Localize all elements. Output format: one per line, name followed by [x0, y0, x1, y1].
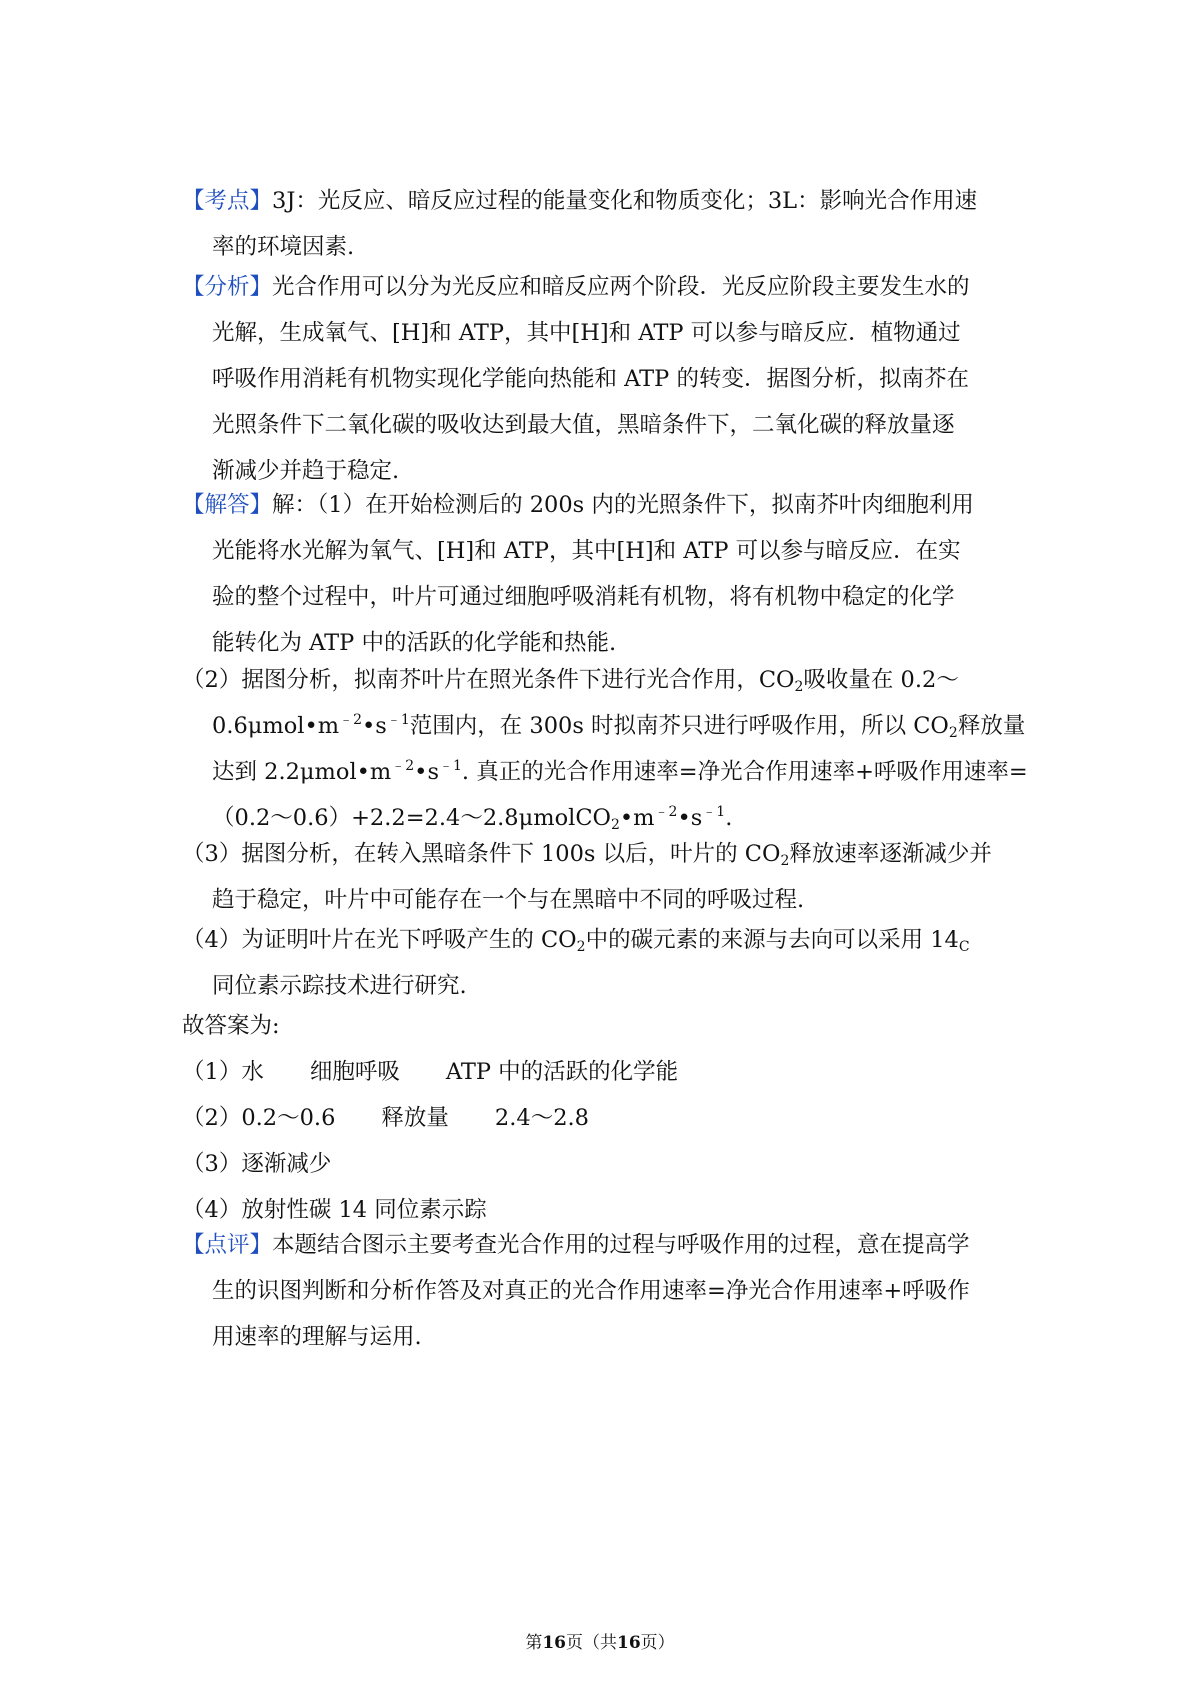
q4-line-2: 同位素示踪技术进行研究.	[212, 973, 467, 999]
subscript-2: 2	[948, 725, 958, 741]
fenxi-line-5: 渐减少并趋于稳定.	[212, 458, 400, 484]
superscript-neg1: ﹣1	[386, 712, 410, 728]
fenxi-line-1: 光合作用可以分为光反应和暗反应两个阶段．光反应阶段主要发生水的	[272, 274, 970, 300]
answer-4: （4）放射性碳 14 同位素示踪	[182, 1197, 487, 1223]
q4-line-1	[182, 917, 1032, 963]
kaodian-line-1: 3J：光反应、暗反应过程的能量变化和物质变化；3L：影响光合作用速	[272, 188, 978, 214]
subscript-2: 2	[794, 679, 804, 695]
kaodian-tag: 【考点】	[182, 188, 273, 214]
fenxi-line-4: 光照条件下二氧化碳的吸收达到最大值，黑暗条件下，二氧化碳的释放量逐	[212, 412, 955, 438]
kaodian-line-2: 率的环境因素.	[212, 234, 355, 260]
fenxi-tag: 【分析】	[182, 274, 273, 300]
footer-text: 第	[525, 1633, 543, 1653]
dianping-line-3: 用速率的理解与运用.	[212, 1324, 422, 1350]
dianping-section	[182, 1222, 1032, 1360]
answer-1-part: 细胞呼吸	[309, 1059, 400, 1085]
q2-text: •s	[414, 759, 439, 785]
q2-text: .	[725, 805, 733, 831]
answers-heading: 故答案为:	[182, 1013, 280, 1039]
fenxi-line-2: 光解，生成氧气、[H]和 ATP，其中[H]和 ATP 可以参与暗反应．植物通过	[212, 320, 961, 346]
answer-1	[182, 1049, 1032, 1095]
q2-text: . 真正的光合作用速率=净光合作用速率+呼吸作用速率=	[461, 759, 1028, 785]
q4-section	[182, 917, 1032, 1009]
subscript-2: 2	[610, 817, 620, 833]
superscript-neg1: ﹣1	[439, 758, 462, 774]
jieda-line-2: 光能将水光解为氧气、[H]和 ATP，其中[H]和 ATP 可以参与暗反应．在实	[212, 538, 961, 564]
jieda-line-4: 能转化为 ATP 中的活跃的化学能和热能.	[212, 630, 617, 656]
superscript-neg2: ﹣2	[339, 712, 363, 728]
page-footer	[0, 1628, 1200, 1653]
q2-text: 达到 2.2μmol•m	[212, 759, 392, 785]
answer-2-part: 2.4～2.8	[494, 1105, 589, 1131]
q3-text: 释放速率逐渐减少并	[789, 841, 992, 867]
jieda-line-1: 解：（1）在开始检测后的 200s 内的光照条件下，拟南芥叶肉细胞利用	[272, 492, 974, 518]
fenxi-line-3: 呼吸作用消耗有机物实现化学能向热能和 ATP 的转变．据图分析，拟南芥在	[212, 366, 969, 392]
footer-text: 页（共	[566, 1633, 617, 1653]
q2-text: •s	[677, 805, 703, 831]
total-pages: 16	[617, 1633, 641, 1653]
q2-line-2	[182, 703, 1032, 749]
subscript-2: 2	[576, 939, 586, 955]
superscript-neg2: ﹣2	[391, 758, 415, 774]
answer-2-part: （2）0.2～0.6	[182, 1105, 336, 1131]
answers-section	[182, 1003, 1032, 1233]
jieda-tag: 【解答】	[182, 492, 273, 518]
q2-text: （0.2～0.6）+2.2=2.4～2.8μmolCO	[212, 805, 611, 831]
page-number: 16	[542, 1633, 566, 1653]
q2-section	[182, 657, 1032, 841]
jieda-line-3: 验的整个过程中，叶片可通过细胞呼吸消耗有机物，将有机物中稳定的化学	[212, 584, 955, 610]
q2-text: （2）据图分析，拟南芥叶片在照光条件下进行光合作用，CO	[182, 667, 795, 693]
dianping-line-1: 本题结合图示主要考查光合作用的过程与呼吸作用的过程，意在提高学	[272, 1232, 970, 1258]
answer-2-part: 释放量	[381, 1105, 449, 1131]
kaodian-section	[182, 178, 1032, 270]
q2-line-1	[182, 657, 1032, 703]
answer-1-part: （1）水	[182, 1059, 264, 1085]
subscript-2: 2	[780, 853, 790, 869]
superscript-neg2: ﹣2	[654, 804, 678, 820]
q2-line-3	[182, 749, 1032, 795]
footer-text: 页）	[640, 1633, 675, 1653]
dianping-tag: 【点评】	[182, 1232, 273, 1258]
q2-text: •s	[362, 713, 387, 739]
answer-1-part: ATP 中的活跃的化学能	[445, 1059, 679, 1085]
q4-text: （4）为证明叶片在光下呼吸产生的 CO	[182, 927, 577, 953]
fenxi-section	[182, 264, 1032, 494]
subscript-c: C	[958, 939, 970, 955]
q2-text: •m	[619, 805, 655, 831]
q2-text: 吸收量在 0.2～	[803, 667, 959, 693]
jieda-section	[182, 482, 1032, 666]
q2-text: 0.6μmol•m	[212, 713, 340, 739]
q4-text: 中的碳元素的来源与去向可以采用 14	[585, 927, 959, 953]
superscript-neg1: ﹣1	[702, 804, 726, 820]
q2-text: 范围内，在 300s 时拟南芥只进行呼吸作用，所以 CO	[409, 713, 949, 739]
q3-line-1	[182, 831, 1032, 877]
answer-3: （3）逐渐减少	[182, 1151, 332, 1177]
q3-section	[182, 831, 1032, 923]
q3-text: （3）据图分析，在转入黑暗条件下 100s 以后，叶片的 CO	[182, 841, 781, 867]
dianping-line-2: 生的识图判断和分析作答及对真正的光合作用速率=净光合作用速率+呼吸作	[212, 1278, 970, 1304]
q3-line-2: 趋于稳定，叶片中可能存在一个与在黑暗中不同的呼吸过程.	[212, 887, 805, 913]
answer-2	[182, 1095, 1032, 1141]
q2-text: 释放量	[957, 713, 1026, 739]
